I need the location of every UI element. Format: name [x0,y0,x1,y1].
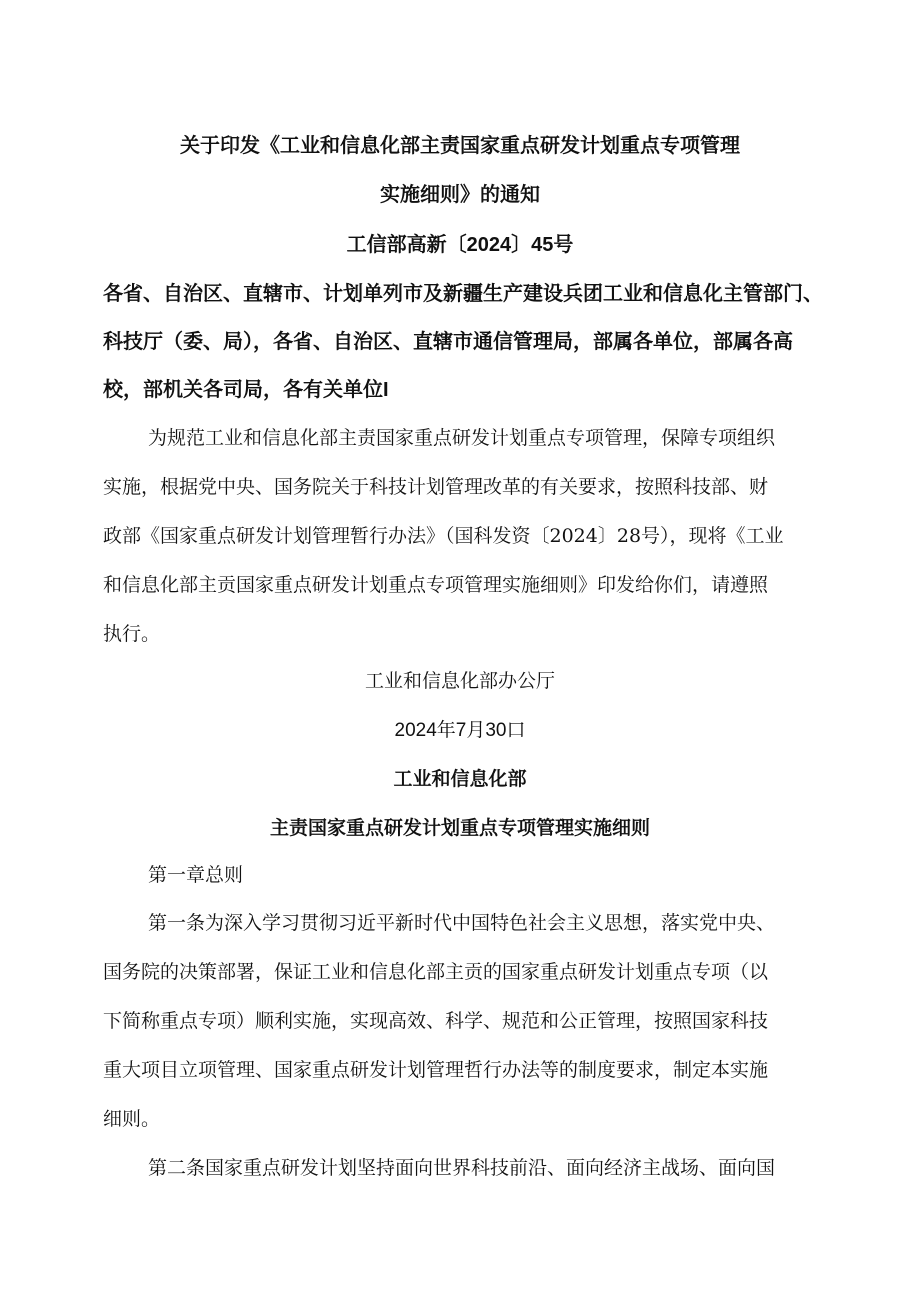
paragraph-line: 政部《国家重点研发计划管理暂行办法》（国科发资〔2024〕28号），现将《工业 [103,525,784,547]
notice-title-line-2: 实施细则》的通知 [380,184,540,206]
paragraph-line: 第一条为深入学习贯彻习近平新时代中国特色社会主义思想，落实党中央、 [148,912,776,934]
rules-title-line-2: 主责国家重点研发计划重点专项管理实施细则 [269,818,650,839]
paragraph-line: 下简称重点专项）顺利实施，实现高效、科学、规范和公正管理，按照国家科技 [103,1010,769,1032]
issuer: 工业和信息化部办公厅 [364,670,555,692]
addressee-line: 各省、自治区、直辖市、计划单列市及新疆生产建设兵团工业和信息化主管部门、 [103,283,823,305]
paragraph-line: 执行。 [103,623,161,645]
paragraph-line: 和信息化部主贡国家重点研发计划重点专项管理实施细则》印发给你们，请遵照 [103,574,769,596]
paragraph-line: 实施，根据党中央、国务院关于科技计划管理改革的有关要求，按照科技部、财 [103,476,769,498]
notice-title-line-1: 关于印发《工业和信息化部主责国家重点研发计划重点专项管理 [180,135,740,157]
paragraph-line: 国务院的决策部署，保证工业和信息化部主贡的国家重点研发计划重点专项（以 [103,961,769,983]
chapter-heading: 第一章总则 [148,864,244,886]
paragraph-line: 为规范工业和信息化部主责国家重点研发计划重点专项管理，保障专项组织 [148,427,776,449]
document-number: 工信部高新〔2024〕45号 [346,234,574,256]
issue-date: 2024年7月30口 [394,720,526,741]
paragraph-line: 重大项目立项管理、国家重点研发计划管理哲行办法等的制度要求，制定本实施 [103,1059,769,1081]
paragraph-line: 细则。 [103,1108,161,1130]
addressee-line: 科技厅（委、局），各省、自治区、直辖市通信管理局，部属各单位，部属各高 [103,331,793,353]
addressee-line: 校，部机关各司局，各有关单位I [103,379,389,401]
rules-title-line-1: 工业和信息化部 [393,769,527,790]
paragraph-line: 第二条国家重点研发计划坚持面向世界科技前沿、面向经济主战场、面向国 [148,1157,776,1179]
